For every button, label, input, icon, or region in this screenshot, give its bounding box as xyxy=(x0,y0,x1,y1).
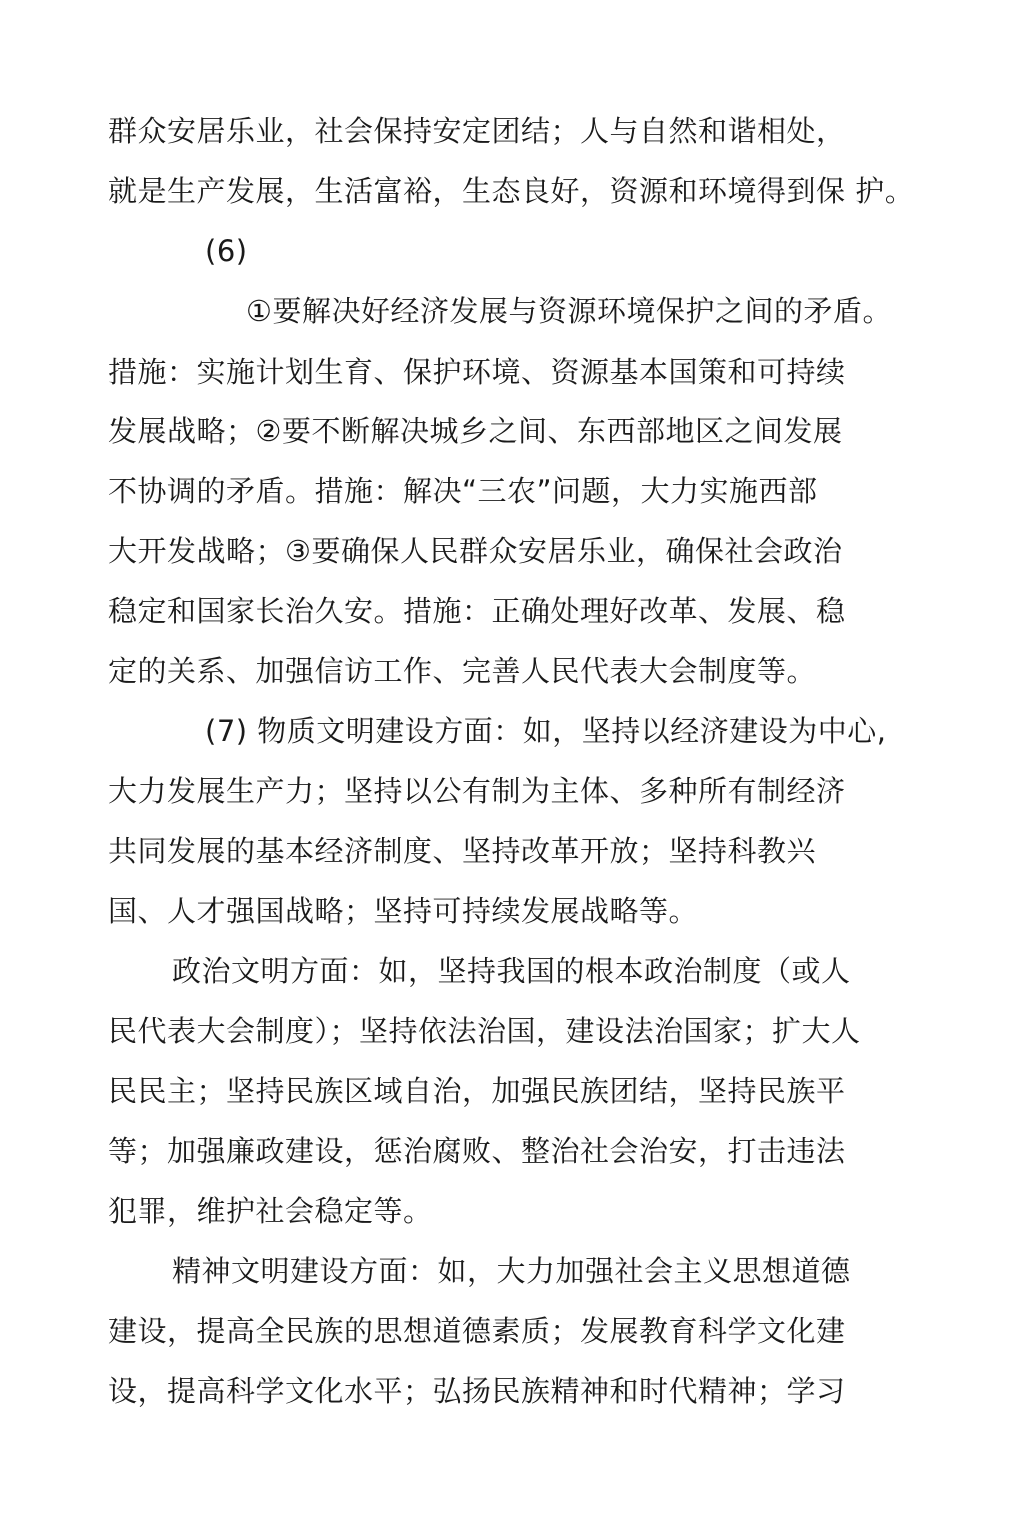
text-line: 大力发展生产力；坚持以公有制为主体、多种所有制经济 xyxy=(108,774,846,808)
text-line: 政治文明方面：如，坚持我国的根本政治制度（或人 xyxy=(172,954,851,988)
text-line: 设，提高科学文化水平；弘扬民族精神和时代精神；学习 xyxy=(108,1374,846,1408)
text-line: 民民主；坚持民族区域自治，加强民族团结，坚持民族平 xyxy=(108,1074,846,1108)
text-line: 建设，提高全民族的思想道德素质；发展教育科学文化建 xyxy=(108,1314,846,1348)
text-line: 发展战略；②要不断解决城乡之间、东西部地区之间发展 xyxy=(108,414,843,448)
text-line: 稳定和国家长治久安。措施：正确处理好改革、发展、稳 xyxy=(108,594,846,628)
text-line: 国、人才强国战略；坚持可持续发展战略等。 xyxy=(108,894,699,928)
text-line: 大开发战略；③要确保人民群众安居乐业，确保社会政治 xyxy=(108,534,843,568)
text-line: 共同发展的基本经济制度、坚持改革开放；坚持科教兴 xyxy=(108,834,817,868)
text-line: 措施：实施计划生育、保护环境、资源基本国策和可持续 xyxy=(108,355,846,389)
text-line: 群众安居乐业，社会保持安定团结；人与自然和谐相处， xyxy=(108,114,846,148)
text-line: (6) xyxy=(205,234,248,268)
text-line: 就是生产发展，生活富裕，生态良好，资源和环境得到保 护。 xyxy=(108,174,915,208)
text-line: 定的关系、加强信访工作、完善人民代表大会制度等。 xyxy=(108,654,817,688)
text-line: ①要解决好经济发展与资源环境保护之间的矛盾。 xyxy=(246,294,892,328)
text-line: 精神文明建设方面：如，大力加强社会主义思想道德 xyxy=(172,1254,851,1288)
text-line: 犯罪，维护社会稳定等。 xyxy=(108,1194,433,1228)
text-line: 等；加强廉政建设，惩治腐败、整治社会治安，打击违法 xyxy=(108,1134,846,1168)
text-line: 民代表大会制度）；坚持依法治国，建设法治国家；扩大人 xyxy=(108,1014,861,1048)
text-line: (7) 物质文明建设方面：如，坚持以经济建设为中心, xyxy=(205,714,887,748)
text-line: 不协调的矛盾。措施：解决“三农”问题，大力实施西部 xyxy=(108,474,818,508)
